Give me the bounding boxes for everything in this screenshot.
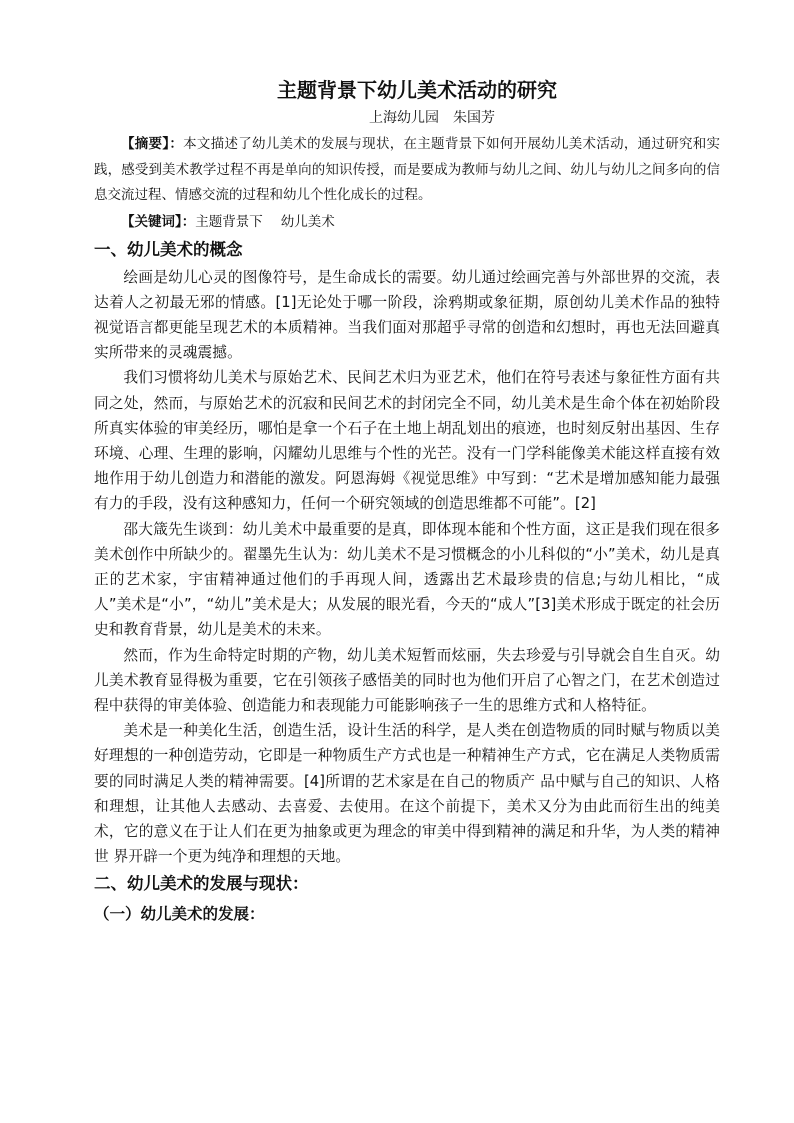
body-paragraph: 绘画是幼儿心灵的图像符号，是生命成长的需要。幼儿通过绘画完善与外部世界的交流，表达着人之初最无邪的情感。[1]无论处于哪一阶段，涂鸦期或象征期，原创幼儿美术作品的独特视觉语言都更能呈现艺术的本质精神。当我们面对那超乎寻常的创造和幻想时，再也无法回避真实所带来的灵魂震撼。 bbox=[94, 268, 720, 362]
subsection-heading: （一）幼儿美术的发展： bbox=[94, 905, 265, 924]
body-paragraph: 然而，作为生命特定时期的产物，幼儿美术短暂而炫丽，失去珍爱与引导就会自生自灭。幼儿美术教育显得极为重要，它在引领孩子感悟美的同时也为他们开启了心智之门，在艺术创造过程中获得的审美体验、创造能力和表现能力可能影响孩子一生的思维方式和人格特征。 bbox=[94, 646, 720, 714]
section-heading-2: 二、幼儿美术的发展与现状： bbox=[94, 874, 309, 894]
document-title: 主题背景下幼儿美术活动的研究 bbox=[277, 78, 557, 102]
keyword-item: 幼儿美术 bbox=[280, 213, 335, 230]
body-paragraph: 美术是一种美化生活，创造生活，设计生活的科学，是人类在创造物质的同时赋与物质以美好理想的一种创造劳动，它即是一种物质生产方式也是一种精神生产方式，它在满足人类物质需要的同时满足人类的精神需要。[4]所谓的艺术家是在自己的物质产 品中赋与自己的知识、人格和理想，让其他人去感动、去喜爱、去使用。在这个前提下，美术又分为由此而衍生出的纯美术，它的意义在于让人们在更为抽象或更为理念的审美中得到精神的满足和升华，为人类的精神世 界开辟一个更为纯净和理想的天地。 bbox=[94, 722, 720, 866]
body-paragraph: 邵大箴先生谈到：幼儿美术中最重要的是真，即体现本能和个性方面，这正是我们现在很多美术创作中所缺少的。翟墨先生认为：幼儿美术不是习惯概念的小儿科似的“小”美术，幼儿是真正的艺术家，宇宙精神通过他们的手再现人间，透露出艺术最珍贵的信息;与幼儿相比，“成人”美术是“小”，“幼儿”美术是大；从发展的眼光看，今天的“成人”[3]美术形成于既定的社会历史和教育背景，幼儿是美术的未来。 bbox=[94, 520, 720, 639]
body-paragraph: 我们习惯将幼儿美术与原始艺术、民间艺术归为亚艺术，他们在符号表述与象征性方面有共同之处，然而，与原始艺术的沉寂和民间艺术的封闭完全不同，幼儿美术是生命个体在初始阶段所真实体验的审美经历，哪怕是拿一个石子在土地上胡乱划出的痕迹，也时刻反射出基因、生存环境、心理、生理的影响，闪耀幼儿思维与个性的光芒。没有一门学科能像美术能这样直接有效地作用于幼儿创造力和潜能的激发。阿恩海姆《视觉思维》中写到：“艺术是增加感知能力最强有力的手段，没有这种感知力，任何一个研究领域的创造思维都不可能”。[2] bbox=[94, 369, 720, 513]
document-page bbox=[94, 74, 720, 929]
abstract-label: 【摘要】： bbox=[121, 136, 184, 152]
abstract-text: 本文描述了幼儿美术的发展与现状，在主题背景下如何开展幼儿美术活动，通过研究和实践，感受到美术教学过程不再是单向的知识传授，而是要成为教师与幼儿之间、幼儿与幼儿之间多向的信息交流过程、情感交流的过程和幼儿个性化成长的过程。 bbox=[94, 136, 721, 203]
document-author: 上海幼儿园 朱国芳 bbox=[369, 110, 495, 126]
keywords bbox=[94, 209, 720, 235]
keyword-item: 主题背景下 bbox=[195, 213, 263, 230]
section-heading-1: 一、幼儿美术的概念 bbox=[94, 239, 243, 259]
abstract bbox=[94, 132, 720, 209]
keywords-label: 【关键词】： bbox=[121, 213, 196, 230]
